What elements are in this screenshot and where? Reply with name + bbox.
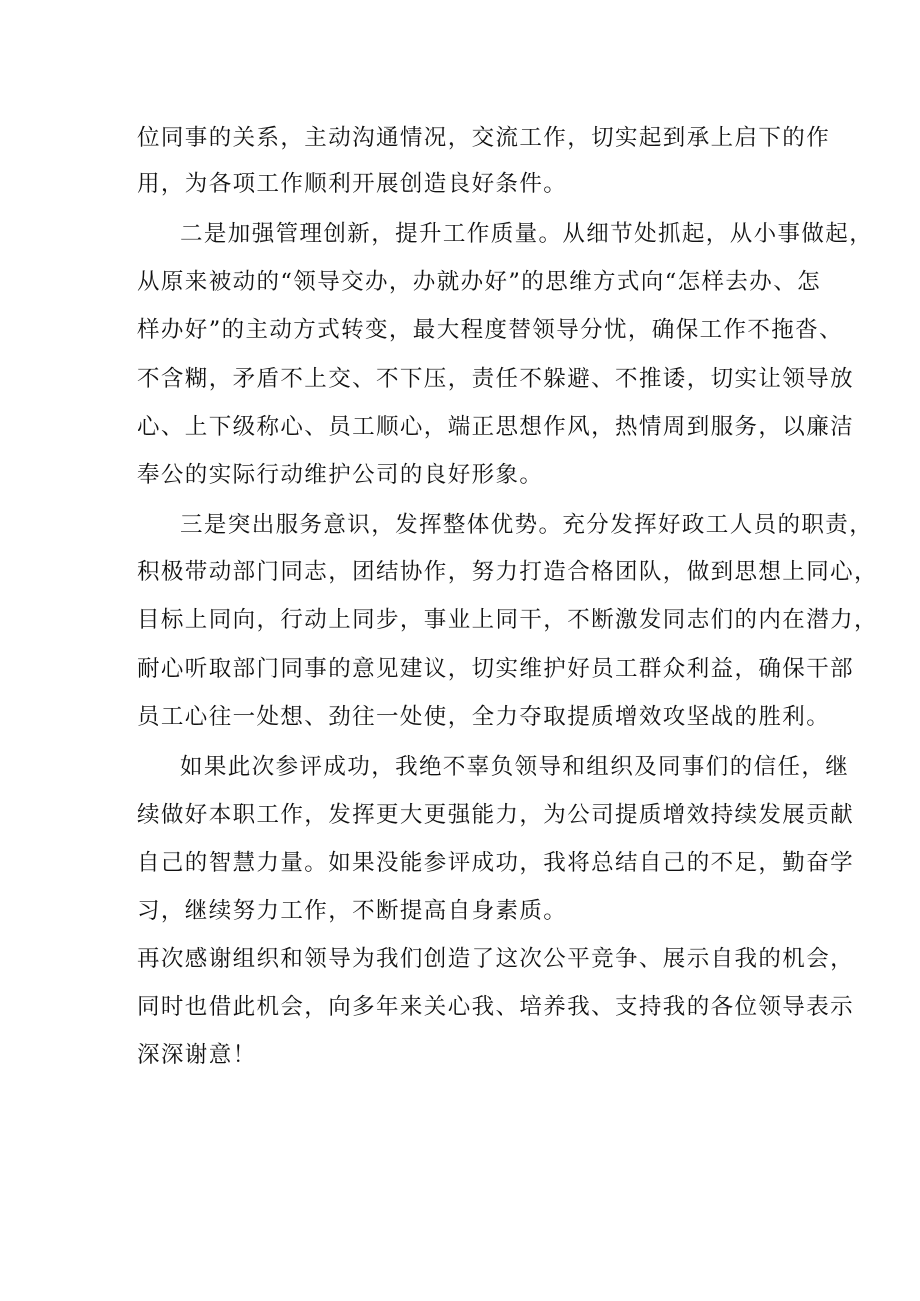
text-line: 不含糊，矛盾不上交、不下压，责任不躲避、不推诿，切实让领导放	[137, 366, 855, 392]
text-line: 三是突出服务意识，发挥整体优势。充分发挥好政工人员的职责，	[180, 512, 874, 538]
text-line: 积极带动部门同志，团结协作，努力打造合格团队，做到思想上同心，	[137, 559, 878, 585]
text-line: 如果此次参评成功，我绝不辜负领导和组织及同事们的信任，继	[180, 754, 850, 780]
text-line: 心、上下级称心、员工顺心，端正思想作风，热情周到服务，以廉洁	[137, 414, 855, 440]
text-line: 自己的智慧力量。如果没能参评成功，我将总结自己的不足，勤奋学	[137, 850, 855, 876]
text-line: 续做好本职工作，发挥更大更强能力，为公司提质增效持续发展贡献	[137, 802, 855, 828]
text-line: 员工心往一处想、劲往一处使，全力夺取提质增效攻坚战的胜利。	[137, 704, 831, 730]
text-line: 二是加强管理创新，提升工作质量。从细节处抓起，从小事做起，	[180, 221, 874, 247]
text-line: 深深谢意！	[137, 1042, 257, 1068]
text-line: 再次感谢组织和领导为我们创造了这次公平竞争、展示自我的机会，	[137, 946, 855, 972]
text-line: 耐心听取部门同事的意见建议，切实维护好员工群众利益，确保干部	[137, 656, 855, 682]
text-line: 奉公的实际行动维护公司的良好形象。	[137, 462, 544, 488]
text-line: 习，继续努力工作，不断提高自身素质。	[137, 898, 568, 924]
text-line: 位同事的关系，主动沟通情况，交流工作，切实起到承上启下的作	[137, 125, 831, 151]
text-line: 目标上同向，行动上同步，事业上同干，不断激发同志们的内在潜力，	[137, 607, 878, 633]
text-line: 同时也借此机会，向多年来关心我、培养我、支持我的各位领导表示	[137, 994, 855, 1020]
text-line: 样办好”的主动方式转变，最大程度替领导分忧，确保工作不拖沓、	[137, 317, 844, 343]
text-line: 从原来被动的“领导交办，办就办好”的思维方式向“怎样去办、怎	[137, 269, 822, 295]
text-line: 用，为各项工作顺利开展创造良好条件。	[137, 171, 568, 197]
